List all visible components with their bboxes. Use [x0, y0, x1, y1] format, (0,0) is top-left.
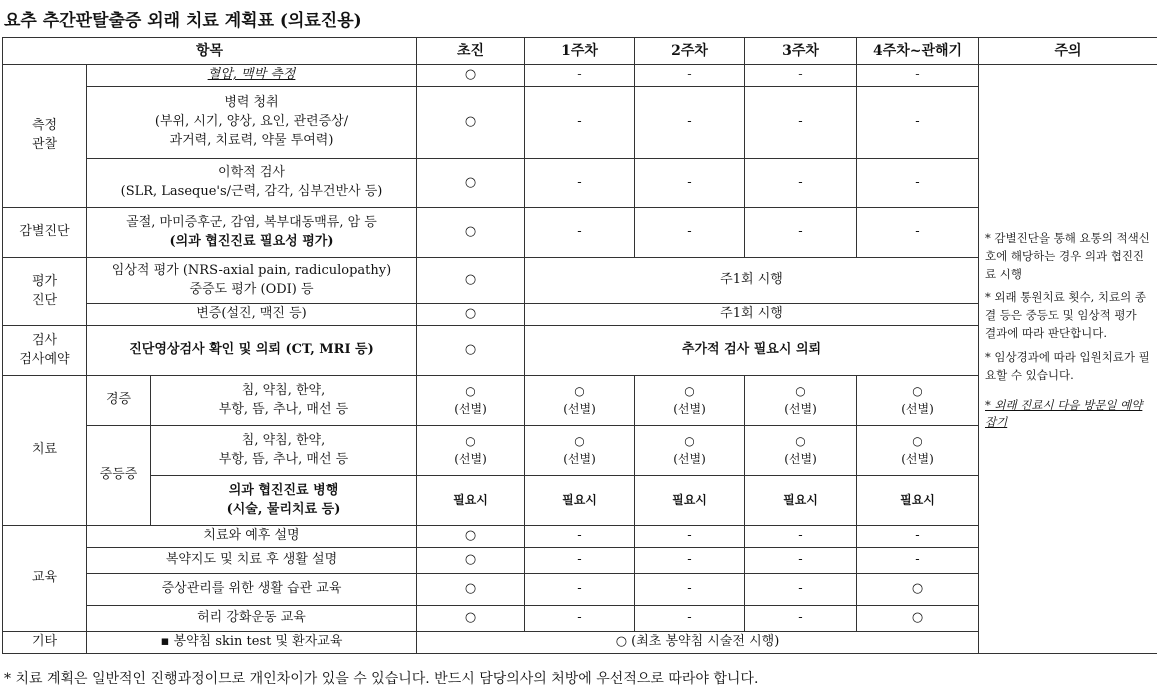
cell-select	[857, 426, 979, 476]
item-edu: 증상관리를 위한 생활 습관 교육	[87, 574, 417, 606]
cell-circle: ○	[417, 87, 525, 159]
cell-dash: -	[525, 208, 635, 258]
cell-circle: ○	[465, 384, 476, 399]
item-physical-line: (SLR, Laseque's/근력, 감각, 심부건반사 등)	[120, 184, 383, 199]
item-tx-line: 부항, 뜸, 추나, 매선 등	[218, 451, 349, 467]
item-edu: 치료와 예후 설명	[87, 526, 417, 548]
item-diff-line: (의과 협진진료 필요성 평가)	[169, 233, 334, 249]
note-item: * 외래 통원치료 횟수, 치료의 종결 등은 중등도 및 임상적 평가 결과에 따라 판단합니다.	[985, 290, 1146, 341]
item-imaging: 진단영상검사 확인 및 의뢰 (CT, MRI 등)	[87, 326, 417, 376]
item-tx-line: 침, 약침, 한약,	[241, 432, 326, 448]
cell-dash: -	[857, 526, 979, 548]
note-item: * 외래 진료시 다음 방문일 예약 잡기	[985, 397, 1143, 430]
group-evaluation: 평가 진단	[3, 258, 87, 326]
cell-select-label: (선별)	[673, 451, 706, 466]
item-edu: 복약지도 및 치료 후 생활 설명	[87, 548, 417, 574]
note-item: * 감별진단을 통해 요통의 적색신호에 해당하는 경우 의과 협진진료 시행	[985, 231, 1150, 281]
cell-needed: 필요시	[857, 476, 979, 526]
cell-bee-venom: ○ (최초 봉약침 시술전 시행)	[417, 632, 979, 654]
cell-circle: ○	[417, 159, 525, 208]
cell-select	[857, 376, 979, 426]
cell-weekly: 주1회 시행	[525, 304, 979, 326]
note-item: * 임상경과에 따라 입원치료가 필요할 수 있습니다.	[985, 349, 1150, 382]
cell-select-label: (선별)	[784, 401, 817, 416]
cell-select	[417, 376, 525, 426]
cell-dash: -	[635, 65, 745, 87]
cell-circle: ○	[795, 384, 806, 399]
cell-dash: -	[857, 548, 979, 574]
item-physical-exam	[87, 159, 417, 208]
cell-dash: -	[635, 87, 745, 159]
cell-select-label: (선별)	[563, 401, 596, 416]
item-etc: ▪ 봉약침 skin test 및 환자교육	[87, 632, 417, 654]
cell-needed: 필요시	[417, 476, 525, 526]
cell-dash: -	[525, 526, 635, 548]
item-differential	[87, 208, 417, 258]
group-treatment: 치료	[3, 376, 87, 526]
cell-dash: -	[635, 574, 745, 606]
header-week1: 1주차	[525, 38, 635, 65]
item-tx-line: 부항, 뜸, 추나, 매선 등	[218, 401, 349, 417]
header-item: 항목	[3, 38, 417, 65]
cell-circle: ○	[417, 606, 525, 632]
cell-dash: -	[745, 526, 857, 548]
cell-dash: -	[745, 548, 857, 574]
cell-dash: -	[525, 159, 635, 208]
cell-select-label: (선별)	[454, 451, 487, 466]
cell-dash: -	[857, 208, 979, 258]
cell-dash: -	[635, 159, 745, 208]
item-tx-line: 침, 약침, 한약,	[241, 382, 326, 398]
cell-needed: 필요시	[745, 476, 857, 526]
cell-dash: -	[525, 87, 635, 159]
cell-circle: ○	[417, 574, 525, 606]
cell-circle: ○	[417, 65, 525, 87]
cell-circle: ○	[417, 526, 525, 548]
cell-select-label: (선별)	[901, 401, 934, 416]
cell-dash: -	[857, 87, 979, 159]
item-bp: 혈압, 맥박 측정	[87, 65, 417, 87]
cell-select-label: (선별)	[563, 451, 596, 466]
group-etc: 기타	[3, 632, 87, 654]
header-week2: 2주차	[635, 38, 745, 65]
cell-circle: ○	[417, 208, 525, 258]
cell-select	[745, 376, 857, 426]
item-collab-line: (시술, 물리치료 등)	[226, 501, 341, 517]
item-diff-line: 골절, 마미증후군, 감염, 복부대동맥류, 암 등	[126, 214, 377, 230]
group-education: 교육	[3, 526, 87, 632]
cell-dash: -	[745, 87, 857, 159]
notes-cell	[979, 65, 1157, 654]
group-moderate: 중등증	[87, 426, 151, 526]
cell-circle: ○	[912, 434, 923, 449]
item-clinical-eval	[87, 258, 417, 304]
cell-circle: ○	[417, 326, 525, 376]
group-exam: 검사 검사예약	[3, 326, 87, 376]
header-first-visit: 초진	[417, 38, 525, 65]
cell-dash: -	[525, 548, 635, 574]
group-mild: 경증	[87, 376, 151, 426]
header-notes: 주의	[979, 38, 1157, 65]
cell-dash: -	[745, 574, 857, 606]
cell-needed: 필요시	[525, 476, 635, 526]
item-collab-line: 의과 협진진료 병행	[228, 482, 339, 498]
cell-circle: ○	[684, 434, 695, 449]
cell-dash: -	[745, 65, 857, 87]
cell-circle: ○	[417, 258, 525, 304]
cell-dash: -	[745, 208, 857, 258]
item-history-line: 병력 청취	[224, 95, 279, 111]
cell-circle: ○	[574, 434, 585, 449]
cell-dash: -	[635, 548, 745, 574]
cell-dash: -	[525, 65, 635, 87]
item-history	[87, 87, 417, 159]
cell-select	[635, 426, 745, 476]
cell-circle: ○	[795, 434, 806, 449]
cell-circle: ○	[857, 574, 979, 606]
notes-list	[979, 65, 1157, 432]
cell-dash: -	[857, 65, 979, 87]
cell-circle: ○	[574, 384, 585, 399]
cell-select-label: (선별)	[454, 401, 487, 416]
cell-circle: ○	[912, 384, 923, 399]
cell-select	[525, 426, 635, 476]
header-week3: 3주차	[745, 38, 857, 65]
item-treatment-moderate	[151, 426, 417, 476]
cell-extra-exam: 추가적 검사 필요시 의뢰	[525, 326, 979, 376]
cell-select	[525, 376, 635, 426]
cell-circle: ○	[465, 434, 476, 449]
item-treatment-mild	[151, 376, 417, 426]
header-row	[3, 38, 1157, 65]
cell-select	[745, 426, 857, 476]
cell-dash: -	[635, 208, 745, 258]
item-collab	[151, 476, 417, 526]
cell-select-label: (선별)	[673, 401, 706, 416]
cell-dash: -	[857, 159, 979, 208]
item-history-line: (부위, 시기, 양상, 요인, 관련증상/	[154, 114, 349, 130]
cell-dash: -	[635, 526, 745, 548]
cell-dash: -	[525, 574, 635, 606]
cell-circle: ○	[684, 384, 695, 399]
item-clinical-line: 임상적 평가 (NRS-axial pain, radiculopathy)	[111, 262, 392, 278]
header-week4-remission: 4주차~관해기	[857, 38, 979, 65]
cell-select	[635, 376, 745, 426]
cell-circle: ○	[417, 304, 525, 326]
cell-dash: -	[745, 606, 857, 632]
cell-dash: -	[745, 159, 857, 208]
item-clinical-line: 중증도 평가 (ODI) 등	[189, 281, 314, 297]
cell-dash: -	[525, 606, 635, 632]
group-differential: 감별진단	[3, 208, 87, 258]
footer-note: * 치료 계획은 일반적인 진행과정이므로 개인차이가 있을 수 있습니다. 반드시 담당의사의 처방에 우선적으로 따라야 합니다.	[4, 671, 759, 687]
treatment-plan-table	[2, 37, 1157, 654]
item-pattern: 변증(설진, 맥진 등)	[87, 304, 417, 326]
item-edu: 허리 강화운동 교육	[87, 606, 417, 632]
cell-select	[417, 426, 525, 476]
cell-select-label: (선별)	[784, 451, 817, 466]
cell-weekly: 주1회 시행	[525, 258, 979, 304]
page-title: 요추 추간판탈출증 외래 치료 계획표 (의료진용)	[4, 11, 362, 31]
cell-dash: -	[635, 606, 745, 632]
cell-circle: ○	[417, 548, 525, 574]
table-row	[3, 65, 1157, 87]
cell-needed: 필요시	[635, 476, 745, 526]
cell-select-label: (선별)	[901, 451, 934, 466]
item-physical-line: 이학적 검사	[218, 165, 285, 181]
item-history-line: 과거력, 치료력, 약물 투여력)	[169, 132, 334, 148]
group-measure: 측정 관찰	[3, 65, 87, 208]
cell-circle: ○	[857, 606, 979, 632]
